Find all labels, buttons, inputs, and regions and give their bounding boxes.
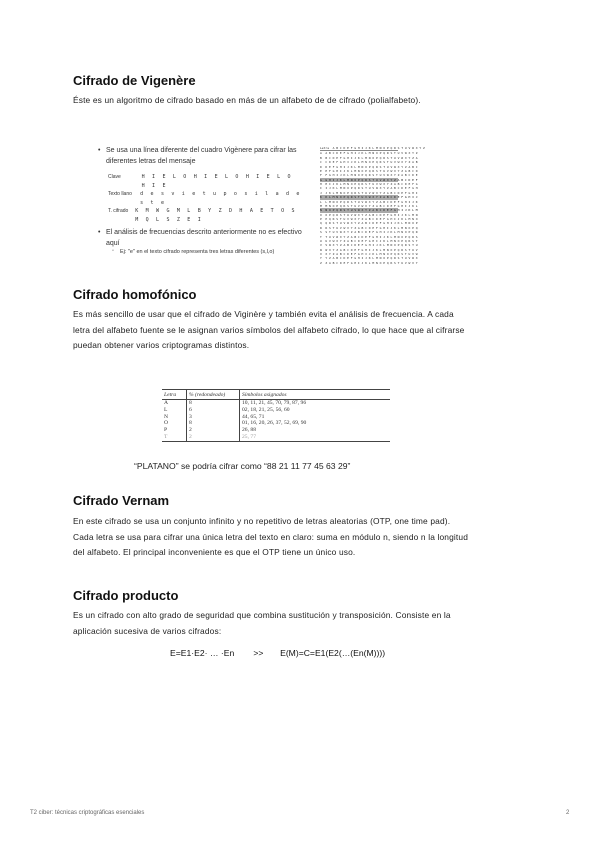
homophonic-frequency-table <box>162 389 390 442</box>
vigenere-table-row: E E F G H I J K L M N O P Q R S T U V W X Y Z A B C D <box>320 168 418 173</box>
homofonico-paragraph: Es más sencillo de usar que el cifrado de Viginère y también evita el análisis de frecuencia. A cada letra del alfabeto fuente se le asignan varios símbolos del alfabeto cifrado, lo que hace que al cifrarse puedan obtener varios criptogramas distintos. <box>73 309 465 351</box>
page-number: 2 <box>566 810 570 816</box>
vigenere-table-row: W W X Y Z A B C D E F G H I J K L M N O P Q R S T U V <box>320 247 418 252</box>
cell-symbols: 10, 11, 21, 45, 70, 79, 87, 96 <box>242 400 307 406</box>
header-percent: % (redondeado) <box>187 390 240 400</box>
cell-percent: 2 <box>187 427 240 434</box>
header-symbols: Símbolos asignados <box>240 390 391 400</box>
vigenere-table-row: J J K L M N O P Q R S T U V W X Y Z A B C D E F G H I <box>320 190 418 195</box>
row-label: Texto llano <box>108 191 132 197</box>
vigenere-table-row: I I J K L M N O P Q R S T U V W X Y Z A B C D E F G H <box>320 186 418 191</box>
vigenere-figure <box>98 146 498 274</box>
vigenere-table-row: R R S T U V W X Y Z A B C D E F G H I J K L M N O P Q <box>320 225 418 230</box>
table-row <box>162 407 390 414</box>
vigenere-table-row: C C D E F G H I J K L M N O P Q R S T U V W X Y Z A B <box>320 160 418 165</box>
cell-percent: 6 <box>187 407 240 414</box>
vigenere-table-row: M M N O P Q R S T U V W X Y Z A B C D E F G H I J K L <box>320 203 418 208</box>
row-label: T. cifrado <box>108 208 129 214</box>
vigenere-paragraph: Éste es un algoritmo de cifrado basado en más de un alfabeto de de cifrado (polialfabeto). <box>73 95 421 105</box>
vigenere-slide-text <box>98 146 303 257</box>
cell-letter: O <box>162 420 187 427</box>
row-label: Clave <box>108 174 121 180</box>
cell-symbols: 25, 77 <box>240 434 391 441</box>
table-row <box>162 434 390 441</box>
vigenere-table-row: F F G H I J K L M N O P Q R S T U V W X Y Z A B C D E <box>320 173 418 178</box>
vigenere-table-row: S S T U V W X Y Z A B C D E F G H I J K L M N O P Q R <box>320 230 418 235</box>
table-body <box>162 400 390 442</box>
cell-symbols: 02, 18, 21, 25, 56, 60 <box>242 406 290 413</box>
producto-paragraph: Es un cifrado con alto grado de seguridad que combina sustitución y transposición. Consiste en la aplicación sucesiva de varios cifrados: <box>73 610 451 636</box>
cell-letter: N <box>162 414 187 421</box>
vigenere-table-header: Letra A B C D E F G H I J K L M N O P Q R S T U V W X Y Z <box>320 146 425 150</box>
vigenere-table-row: N N O P Q R S T U V W X Y Z A B C D E F G H I J K L M <box>320 208 418 213</box>
cell-letter: P <box>162 427 187 434</box>
vigenere-table-row: Y Y Z A B C D E F G H I J K L M N O P Q R S T U V W X <box>320 256 418 261</box>
cell-letter: T <box>162 434 187 441</box>
vernam-paragraph: En este cifrado se usa un conjunto infinito y no repetitivo de letras aleatorias (OTP, one time pad). Cada letra se usa para cifrar una única letra del texto en claro: suma en módulo n, siendo n la longitud del alfabeto. El principal inconveniente es que el OTP tiene un único uso. <box>73 516 469 558</box>
vigenere-table-row: B B C D E F G H I J K L M N O P Q R S T U V W X Y Z A <box>320 155 418 160</box>
vigenere-table-row: Z Z A B C D E F G H I J K L M N O P Q R S T U V W X Y <box>320 260 418 265</box>
section-title-producto: Cifrado producto <box>73 588 179 603</box>
table-row <box>162 427 390 434</box>
vigenere-table-row: V V W X Y Z A B C D E F G H I J K L M N O P Q R S T U <box>320 243 418 248</box>
header-letter: Letra <box>162 390 187 400</box>
vigenere-row-plaintext <box>108 190 303 207</box>
product-cipher-formula: E=E1·E2· … ·En >> E(M)=C=E1(E2(…(En(M)))) <box>170 648 386 658</box>
cell-percent: 8 <box>187 420 240 427</box>
footer-title: T2 ciber: técnicas criptográficas esenciales <box>30 810 145 816</box>
table-row <box>162 400 390 407</box>
vigenere-table-row: T T U V W X Y Z A B C D E F G H I J K L M N O P Q R S <box>320 234 418 239</box>
cell-symbols: 26, 88 <box>242 427 256 434</box>
section-title-vigenere: Cifrado de Vigenère <box>73 73 196 88</box>
vigenere-table-row: X X Y Z A B C D E F G H I J K L M N O P Q R S T U V W <box>320 252 418 256</box>
table-row <box>162 414 390 421</box>
platano-example: “PLATANO” se podría cifrar como “88 21 11 77 45 63 29” <box>134 461 351 471</box>
section-title-homofonico: Cifrado homofónico <box>73 287 197 302</box>
table-row <box>162 420 390 427</box>
cell-letter: L <box>162 407 187 414</box>
cell-symbols: 44, 65, 71 <box>242 413 265 420</box>
vigenere-table-row: H H I J K L M N O P Q R S T U V W X Y Z A B C D E F G <box>320 182 418 186</box>
vigenere-bullet-1: • Se usa una línea diferente del cuadro Vigènere para cifrar las diferentes letras del mensaje <box>98 146 303 167</box>
cell-percent: 8 <box>187 400 240 407</box>
vigenere-table-row: K K L M N O P Q R S T U V W X Y Z A B C D E F G H I J <box>320 195 418 200</box>
section-title-vernam: Cifrado Vernam <box>73 493 170 508</box>
cell-letter: A <box>162 400 187 407</box>
vigenere-row-ciphertext <box>108 207 303 224</box>
vigenere-square-table <box>320 146 425 270</box>
vigenere-bullet-2: • El análisis de frecuencias descrito anteriormente no es efectivo aquí <box>98 228 303 249</box>
row-value: d e s v i e t u p o s i l a d e s t e <box>140 191 302 206</box>
vigenere-table-row: O O P Q R S T U V W X Y Z A B C D E F G H I J K L M N <box>320 212 418 217</box>
vigenere-table-row: P P Q R S T U V W X Y Z A B C D E F G H I J K L M N O <box>320 217 418 221</box>
cell-percent: 2 <box>187 434 240 441</box>
vigenere-table-row: A A B C D E F G H I J K L M N O P Q R S T U V W X Y Z <box>320 151 418 156</box>
vigenere-row-key <box>108 173 303 190</box>
cell-percent: 3 <box>187 414 240 421</box>
vigenere-table-row: Q Q R S T U V W X Y Z A B C D E F G H I J K L M N O P <box>320 221 418 226</box>
vigenere-table-row: D D E F G H I J K L M N O P Q R S T U V W X Y Z A B C <box>320 164 418 169</box>
table-header-row <box>162 390 390 400</box>
vigenere-table-row: L L M N O P Q R S T U V W X Y Z A B C D E F G H I J K <box>320 199 418 204</box>
row-value: K M W G M L B Y Z D H A E T O S M Q L S Z E I <box>135 208 297 223</box>
vigenere-table-row: U U V W X Y Z A B C D E F G H I J K L M N O P Q R S T <box>320 238 418 243</box>
cell-symbols: 01, 16, 20, 26, 37, 52, 69, 90 <box>242 420 307 427</box>
vigenere-table-row: G G H I J K L M N O P Q R S T U V W X Y Z A B C D E F <box>320 177 418 182</box>
vigenere-sub-bullet: ◦ Ej: "e" en el texto cifrado representa tres letras diferentes (s,l,o) <box>112 249 303 257</box>
row-value: H I E L O H I E L O H I E L O H I E <box>141 174 293 189</box>
vigenere-example-rows <box>108 173 303 224</box>
